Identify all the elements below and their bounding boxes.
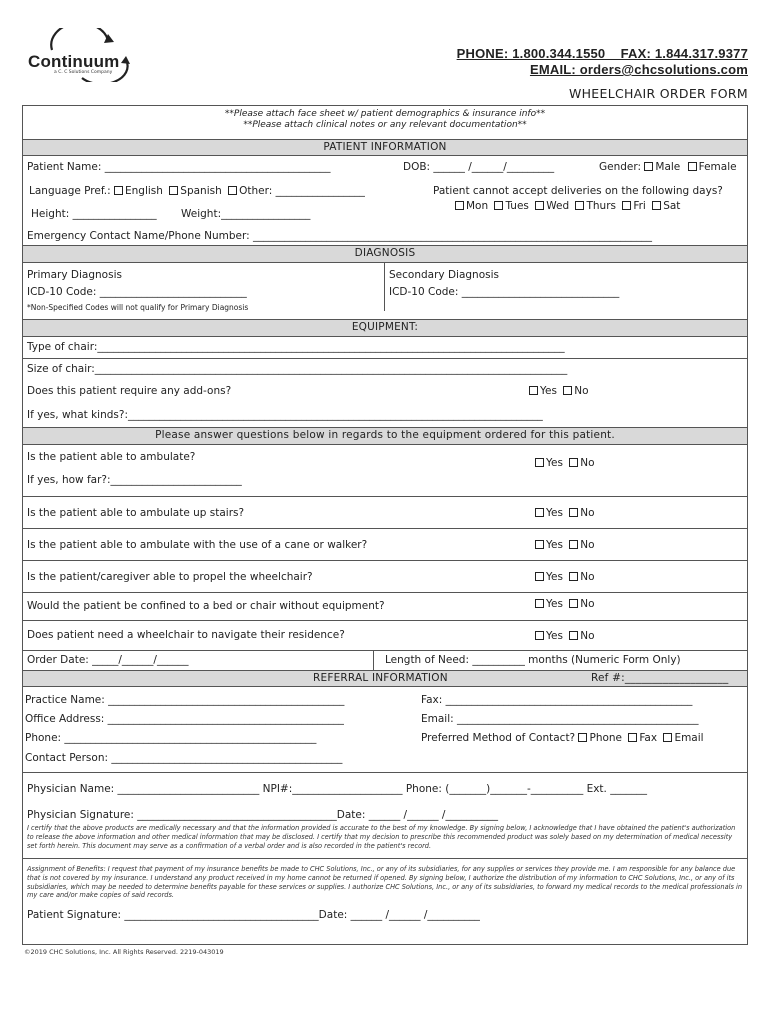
question-row — [23, 529, 747, 561]
day-label: Mon — [466, 200, 489, 212]
type-of-chair-field[interactable]: Type of chair:_________________________________________________________________________________________ — [27, 341, 565, 353]
equipment-size-row — [23, 359, 747, 381]
patient-signature-field[interactable]: Patient Signature: _____________________________________Date: ______ /______ /__________ — [27, 909, 480, 921]
preferred-contact — [421, 732, 704, 744]
yes-label: Yes — [546, 507, 563, 519]
yes-checkbox[interactable] — [535, 458, 544, 467]
ref-number-field[interactable]: Ref #:___________________ — [591, 672, 729, 684]
language-field — [29, 185, 365, 197]
no-label: No — [580, 630, 595, 642]
day-label: Sat — [663, 200, 681, 212]
no-label: No — [580, 571, 595, 583]
delivery-days-options — [455, 200, 680, 212]
female-checkbox[interactable] — [688, 162, 697, 171]
email-field[interactable]: Email: ______________________________________________ — [421, 713, 699, 725]
assignment-section — [23, 859, 747, 933]
day-label: Wed — [546, 200, 570, 212]
yes-label: Yes — [546, 539, 563, 551]
english-label: English — [125, 185, 163, 197]
pref-phone-checkbox[interactable] — [578, 733, 587, 742]
equipment-heading: EQUIPMENT: — [23, 320, 747, 337]
addons-answer — [529, 385, 589, 397]
day-checkbox[interactable] — [535, 201, 544, 210]
question-answer — [535, 598, 595, 610]
addons-question: Does this patient require any add-ons? — [27, 385, 232, 397]
copyright-footer: ©2019 CHC Solutions, Inc. All Rights Reserved. 2219-043019 — [24, 948, 224, 956]
question-text: Would the patient be confined to a bed or chair without equipment? — [27, 600, 385, 612]
patient-info-section — [23, 156, 747, 246]
other-checkbox[interactable] — [228, 186, 237, 195]
yes-checkbox[interactable] — [535, 599, 544, 608]
order-date-field[interactable]: Order Date: _____/______/______ — [27, 654, 189, 666]
question-answer — [535, 539, 595, 551]
day-label: Thurs — [586, 200, 616, 212]
yes-label: Yes — [546, 457, 563, 469]
primary-diagnosis-note: *Non-Specified Codes will not qualify for Primary Diagnosis — [27, 303, 249, 312]
secondary-diagnosis-label: Secondary Diagnosis — [389, 269, 499, 281]
physician-certification: I certify that the above products are medically necessary and that the information provided is accurate to the best of my knowledge. By signing below, I acknowledge that I have obtained the patient's authorization to release the above information and other medical information that may be disclosed. I certify that my decision to prescribe this recommended product was solely based on my determination of medical necessity set forth herein. This document may serve as a confirmation of a verbal order and is also recorded in the patient's record. — [27, 824, 736, 850]
dob-field[interactable]: DOB: ______ /______/_________ — [403, 161, 555, 173]
referral-heading-band — [23, 670, 747, 687]
phone-fax: PHONE: 1.800.344.1550 FAX: 1.844.317.9377 — [456, 46, 748, 61]
yes-checkbox[interactable] — [535, 540, 544, 549]
yes-label: Yes — [540, 385, 557, 397]
male-label: Male — [655, 161, 681, 173]
primary-diagnosis-label: Primary Diagnosis — [27, 269, 122, 281]
assignment-of-benefits: Assignment of Benefits: I request that payment of my insurance benefits be made to CHC Solutions, Inc., or any of its subsidiaries, for any supplies or services they provide me. I am responsible for any balance due that is not covered by my insurance. I understand any product received in my home cannot be returned if opened. By signing below, I authorize the distribution of my information to CHC Solutions, Inc., or any of its subsidiaries, which may be needed to determine benefits payable for these services or supplies. I authorize CHC Solutions, Inc., or any of its subsidiaries, to forward my medical records to the medical professionals in my care and/or make copies of said records. — [27, 865, 743, 900]
yes-label: Yes — [546, 598, 563, 610]
patient-info-heading: PATIENT INFORMATION — [23, 139, 747, 156]
day-checkbox[interactable] — [622, 201, 631, 210]
weight-field[interactable]: Weight:_________________ — [181, 208, 311, 220]
how-far-field[interactable]: If yes, how far?:_________________________ — [27, 474, 242, 486]
no-label: No — [580, 507, 595, 519]
order-email: EMAIL: orders@chcsolutions.com — [529, 62, 748, 77]
note-line-2: **Please attach clinical notes or any relevant documentation** — [243, 120, 527, 130]
language-label: Language Pref.: — [29, 185, 111, 197]
question-answer — [535, 571, 595, 583]
contact-person-field[interactable]: Contact Person: ____________________________________________ — [25, 752, 343, 764]
order-form — [22, 105, 748, 945]
day-label: Fri — [633, 200, 646, 212]
pref-phone-label: Phone — [589, 732, 623, 744]
pref-email-label: Email — [674, 732, 704, 744]
referral-section — [23, 687, 747, 773]
primary-icd-field[interactable]: ICD-10 Code: ____________________________ — [27, 286, 247, 298]
yes-label: Yes — [546, 630, 563, 642]
phone-field[interactable]: Phone: ________________________________________________ — [25, 732, 317, 744]
question-answer — [535, 630, 595, 642]
form-title: WHEELCHAIR ORDER FORM — [568, 86, 748, 101]
spanish-label: Spanish — [180, 185, 222, 197]
no-checkbox[interactable] — [569, 540, 578, 549]
preferred-contact-label: Preferred Method of Contact? — [421, 732, 576, 744]
office-address-field[interactable]: Office Address: _____________________________________________ — [25, 713, 344, 725]
day-checkbox[interactable] — [494, 201, 503, 210]
question-text: Is the patient able to ambulate up stairs? — [27, 507, 245, 519]
other-field[interactable]: Other: _________________ — [239, 185, 365, 197]
no-checkbox[interactable] — [569, 508, 578, 517]
logo-tagline: a C. C Solutions Company — [54, 70, 113, 75]
question-row — [23, 561, 747, 593]
english-checkbox[interactable] — [114, 186, 123, 195]
question-row — [23, 593, 747, 621]
female-label: Female — [698, 161, 737, 173]
pref-email-checkbox[interactable] — [663, 733, 672, 742]
fax-field[interactable]: Fax: _______________________________________________ — [421, 694, 693, 706]
yes-checkbox[interactable] — [535, 572, 544, 581]
yes-checkbox[interactable] — [535, 508, 544, 517]
question-answer — [535, 507, 595, 519]
question-text: Is the patient/caregiver able to propel the wheelchair? — [27, 571, 313, 583]
length-of-need-field[interactable]: Length of Need: __________ months (Numeric Form Only) — [385, 654, 681, 666]
question-text: Is the patient able to ambulate with the use of a cane or walker? — [27, 539, 368, 551]
secondary-icd-field[interactable]: ICD-10 Code: ______________________________ — [389, 286, 620, 298]
size-of-chair-field[interactable]: Size of chair:__________________________________________________________________________________________ — [27, 363, 568, 375]
referral-heading: REFERRAL INFORMATION — [313, 672, 448, 684]
no-checkbox[interactable] — [569, 599, 578, 608]
pref-fax-label: Fax — [639, 732, 658, 744]
no-label: No — [580, 457, 595, 469]
note-line-1: **Please attach face sheet w/ patient demographics & insurance info** — [224, 109, 546, 119]
no-label: No — [580, 598, 595, 610]
no-label: No — [580, 539, 595, 551]
question-row — [23, 621, 747, 651]
diagnosis-heading: DIAGNOSIS — [23, 246, 747, 263]
equipment-type-row — [23, 337, 747, 359]
addons-no-checkbox[interactable] — [563, 386, 572, 395]
order-row — [23, 651, 747, 670]
yes-label: Yes — [546, 571, 563, 583]
male-checkbox[interactable] — [644, 162, 653, 171]
continuum-logo — [22, 28, 142, 82]
delivery-days-question: Patient cannot accept deliveries on the following days? — [433, 185, 723, 197]
practice-name-field[interactable]: Practice Name: _____________________________________________ — [25, 694, 345, 706]
day-checkbox[interactable] — [455, 201, 464, 210]
addons-kinds-field[interactable]: If yes, what kinds?:_______________________________________________________________________________ — [27, 409, 543, 421]
attachment-notes — [23, 106, 747, 139]
yes-checkbox[interactable] — [535, 631, 544, 640]
day-label: Tues — [505, 200, 529, 212]
patient-name-field[interactable]: Patient Name: ___________________________________________ — [27, 161, 331, 173]
gender-label: Gender: — [599, 161, 642, 173]
physician-signature-field[interactable]: Physician Signature: ______________________________________Date: ______ /______ /__________ — [27, 809, 498, 821]
question-text: Is the patient able to ambulate? — [27, 451, 196, 463]
contact-block — [457, 46, 748, 78]
pref-fax-checkbox[interactable] — [628, 733, 637, 742]
addons-yes-checkbox[interactable] — [529, 386, 538, 395]
gender-field — [599, 161, 737, 173]
question-row — [23, 497, 747, 529]
height-field[interactable]: Height: ________________ — [31, 208, 157, 220]
no-checkbox[interactable] — [569, 458, 578, 467]
day-checkbox[interactable] — [575, 201, 584, 210]
equipment-addons-row — [23, 381, 747, 428]
question-text: Does patient need a wheelchair to navigate their residence? — [27, 629, 345, 641]
physician-name-field[interactable]: Physician Name: ___________________________ NPI#:_____________________ Phone: (_______)_______-__________ Ext. _______ — [27, 783, 647, 795]
diagnosis-divider — [384, 263, 385, 311]
question-answer — [535, 457, 595, 469]
spanish-checkbox[interactable] — [169, 186, 178, 195]
no-label: No — [574, 385, 589, 397]
physician-section — [23, 773, 747, 859]
day-checkbox[interactable] — [652, 201, 661, 210]
no-checkbox[interactable] — [569, 631, 578, 640]
question-row — [23, 445, 747, 497]
questions-heading: Please answer questions below in regards to the equipment ordered for this patient. — [23, 428, 747, 445]
diagnosis-section — [23, 263, 747, 320]
no-checkbox[interactable] — [569, 572, 578, 581]
order-divider — [373, 651, 374, 670]
logo-wordmark: Continuum — [28, 52, 120, 71]
emergency-contact-field[interactable]: Emergency Contact Name/Phone Number: ____________________________________________________________________________ — [27, 230, 652, 242]
